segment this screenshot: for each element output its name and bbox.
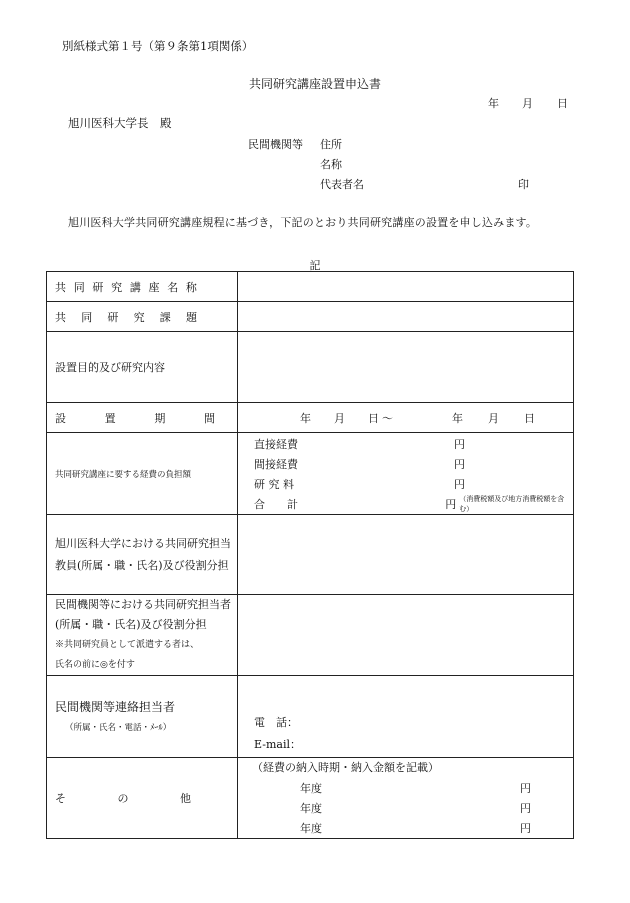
org-heading: 民間機関等: [248, 138, 303, 151]
label-text: 月: [334, 411, 345, 425]
email-label: E-mail：: [254, 738, 301, 751]
label-text: 年度: [300, 802, 322, 815]
label-text: 間接経費: [254, 457, 298, 471]
label-text: 円: [445, 497, 457, 511]
purpose-label: 設置目的及び研究内容: [47, 332, 238, 403]
purpose-field[interactable]: [238, 332, 574, 403]
label-text: 合 計: [254, 497, 298, 511]
label-text: 間: [203, 411, 215, 425]
other-label: [47, 758, 238, 839]
date-year-label: 年: [488, 97, 499, 110]
document-title: 共同研究講座設置申込書: [248, 77, 381, 91]
period-field[interactable]: [238, 403, 574, 433]
label-text: 置: [104, 411, 116, 425]
cost-direct: [238, 434, 573, 454]
phone-label: 電 話：: [254, 716, 298, 729]
label-text: 研: [107, 310, 119, 324]
label-text: 年: [452, 411, 463, 425]
period-label: [47, 403, 238, 433]
label-text: 円: [454, 477, 465, 491]
row-research-topic: [47, 302, 574, 332]
label-text: 期: [154, 411, 166, 425]
form-number: 別紙様式第１号（第９条第1項関係）: [62, 39, 254, 53]
label-text: 研: [92, 280, 104, 294]
label-text: 課: [159, 310, 171, 324]
label-text: 円: [454, 437, 465, 451]
recipient: 旭川医科大学長 殿: [68, 116, 172, 130]
label-text: 円: [520, 802, 531, 815]
label-text: 円: [520, 822, 531, 835]
label-text: （消費税額及び地方消費税額を含む）: [459, 494, 565, 513]
label-text: 民間機関等における共同研究担当者: [55, 598, 231, 611]
label-text: 共: [55, 310, 66, 324]
application-statement: 旭川医科大学共同研究講座規程に基づき，下記のとおり共同研究講座の設置を申し込みます。: [68, 216, 538, 229]
cost-total: [238, 494, 573, 514]
label-text: 題: [185, 310, 197, 324]
row-purpose: [47, 332, 574, 403]
label-text: 円: [454, 457, 465, 471]
cost-indirect: [238, 454, 573, 474]
label-text: 民間機関等連絡担当者: [55, 699, 176, 714]
research-topic-label: [47, 302, 238, 332]
label-text: 旭川医科大学における共同研究担当: [55, 536, 231, 550]
label-text: 教員(所属・職・氏名)及び役割分担: [55, 558, 229, 572]
row-company-staff: [47, 595, 574, 676]
name-label: 名称: [320, 158, 342, 171]
company-staff-field[interactable]: [238, 595, 574, 676]
label-text: 〜: [382, 411, 393, 425]
label-text: 設: [55, 411, 66, 425]
label-text: （所属・氏名・電話・ﾒｰﾙ）: [65, 722, 172, 733]
label-text: 月: [488, 411, 499, 425]
label-text: 研 究 料: [254, 477, 294, 491]
label-text: の: [117, 792, 129, 805]
label-text: (所属・職・氏名)及び役割分担: [55, 618, 207, 631]
row-period: [47, 403, 574, 433]
row-contact: [47, 676, 574, 758]
address-label: 住所: [320, 138, 342, 151]
label-text: 日: [368, 411, 379, 425]
label-text: 称: [185, 280, 197, 294]
cost-field[interactable]: [238, 433, 574, 515]
research-topic-field[interactable]: [238, 302, 574, 332]
other-row-1: [238, 778, 573, 798]
course-name-field[interactable]: [238, 272, 574, 302]
contact-label: [47, 676, 238, 758]
row-other: [47, 758, 574, 839]
label-text: 日: [524, 411, 535, 425]
other-row-3: [238, 818, 573, 838]
label-text: 名: [167, 280, 179, 294]
course-name-label: [47, 272, 238, 302]
date-day-label: 日: [557, 97, 568, 110]
label-text: 共: [55, 280, 66, 294]
application-table: [46, 271, 574, 839]
label-text: 氏名の前に◎を付す: [55, 660, 135, 670]
label-text: 年度: [300, 822, 322, 835]
label-text: 共同研究講座に要する経費の負担額: [55, 470, 192, 480]
other-field[interactable]: [238, 758, 574, 839]
label-text: 究: [133, 310, 145, 324]
university-staff-label: [47, 515, 238, 595]
company-staff-label: [47, 595, 238, 676]
label-text: 同: [73, 280, 85, 294]
label-text: 年度: [300, 782, 322, 795]
contact-field[interactable]: [238, 676, 574, 758]
cost-label: [47, 433, 238, 515]
label-text: 同: [81, 310, 93, 324]
label-text: 円: [520, 782, 531, 795]
cost-research-fee: [238, 474, 573, 494]
date-month-label: 月: [522, 97, 533, 110]
label-text: 講: [129, 280, 141, 294]
label-text: 他: [180, 792, 191, 805]
other-heading: （経費の納入時期・納入金額を記載）: [252, 761, 439, 774]
label-text: 年: [300, 411, 311, 425]
row-course-name: [47, 272, 574, 302]
university-staff-field[interactable]: [238, 515, 574, 595]
other-row-2: [238, 798, 573, 818]
label-text: 座: [148, 280, 160, 294]
representative-label: 代表者名: [320, 178, 364, 191]
label-text: そ: [55, 792, 66, 805]
label-text: ※共同研究員として派遣する者は、: [55, 640, 200, 650]
row-costs: [47, 433, 574, 515]
ki-heading: 記: [309, 259, 321, 272]
seal-mark: 印: [518, 178, 529, 191]
row-university-staff: [47, 515, 574, 595]
label-text: 直接経費: [254, 437, 298, 451]
label-text: 究: [111, 280, 123, 294]
